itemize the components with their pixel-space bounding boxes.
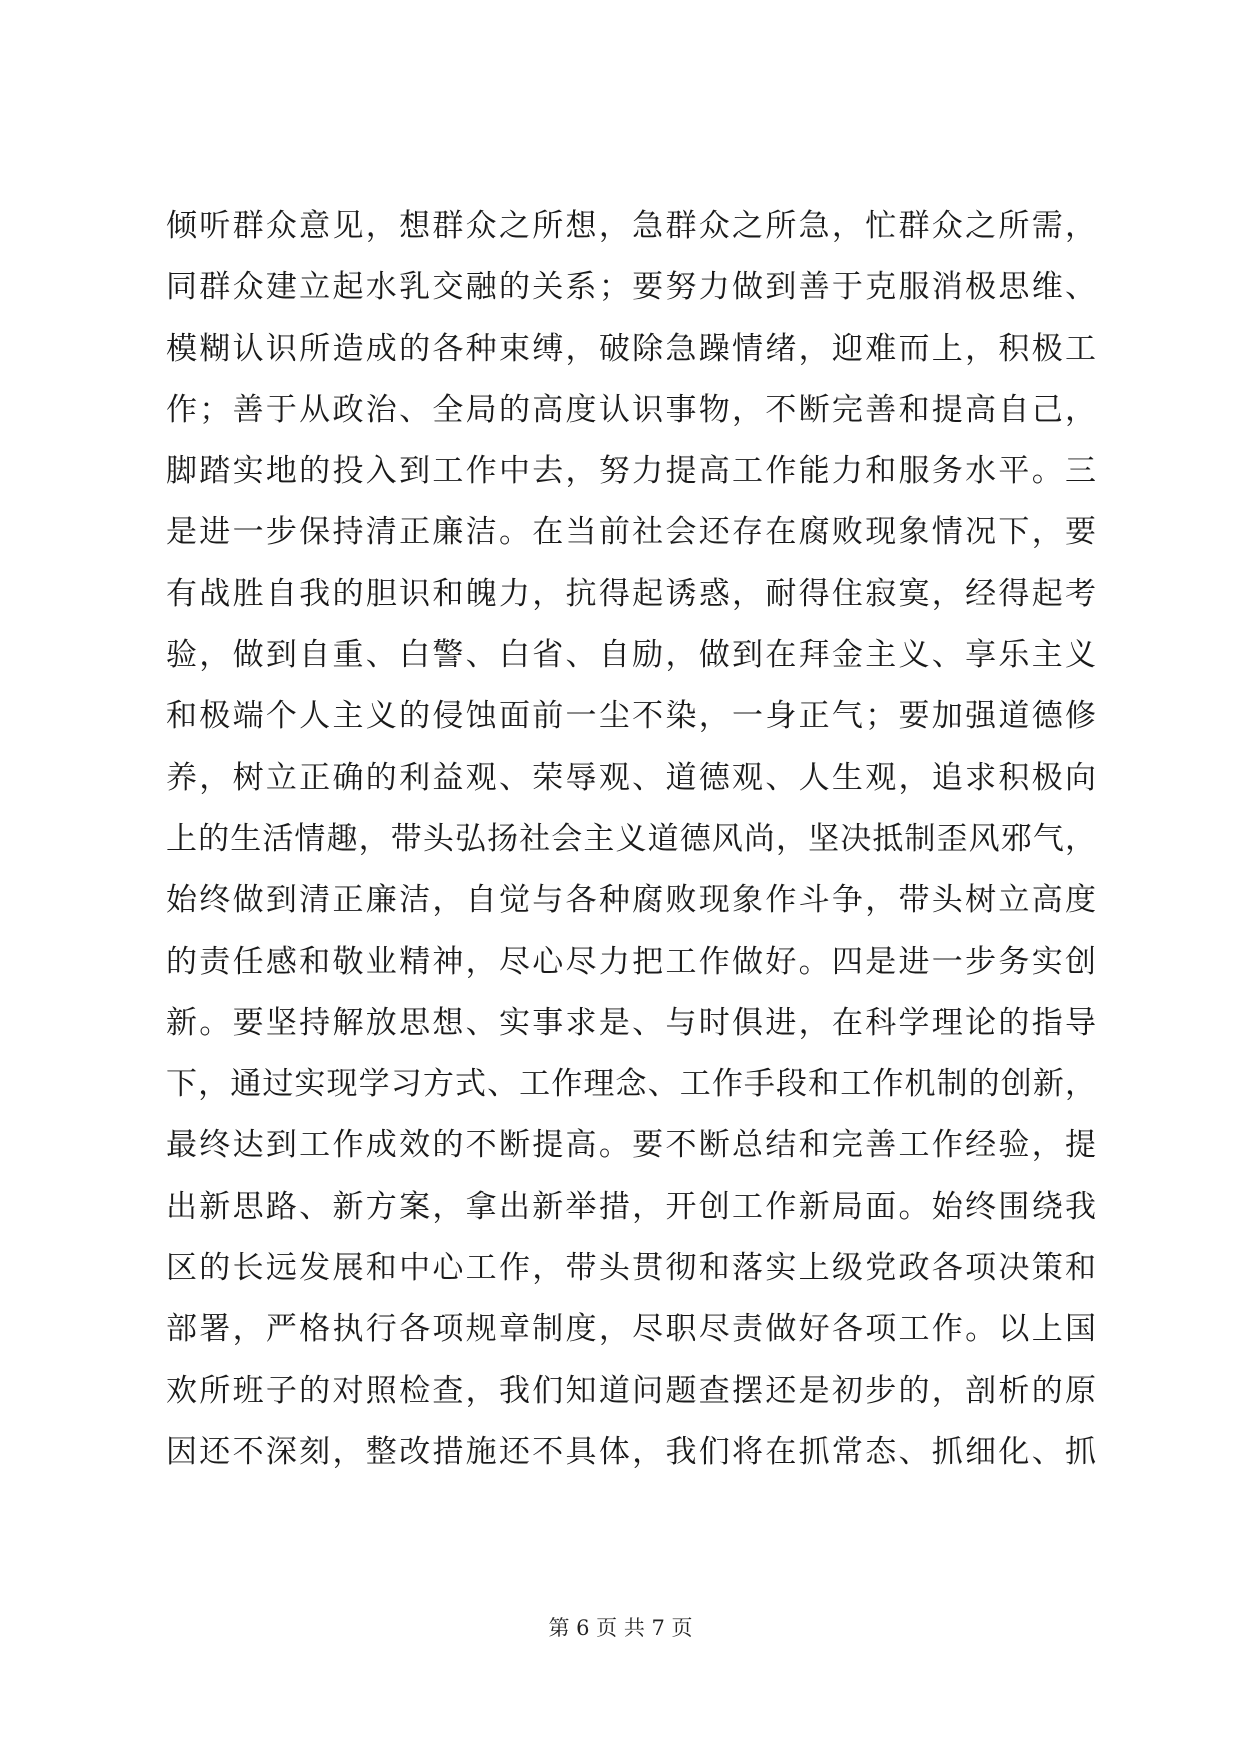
text-line: 脚踏实地的投入到工作中去，努力提高工作能力和服务水平。三	[166, 453, 1096, 490]
text-line: 最终达到工作成效的不断提高。要不断总结和完善工作经验，提	[166, 1127, 1096, 1164]
text-line: 新。要坚持解放思想、实事求是、与时俱进，在科学理论的指导	[166, 1004, 1096, 1041]
text-line: 作；善于从政治、全局的高度认识事物，不断完善和提高自己，	[166, 391, 1096, 428]
text-line: 因还不深刻，整改措施还不具体，我们将在抓常态、抓细化、抓	[166, 1433, 1096, 1470]
text-line: 下，通过实现学习方式、工作理念、工作手段和工作机制的创新，	[166, 1066, 1096, 1103]
text-line: 养，树立正确的利益观、荣辱观、道德观、人生观，追求积极向	[166, 759, 1096, 796]
text-line: 上的生活情趣，带头弘扬社会主义道德风尚，坚决抵制歪风邪气，	[166, 820, 1096, 857]
text-line: 验，做到自重、白警、白省、自励，做到在拜金主义、享乐主义	[166, 637, 1096, 674]
text-line: 和极端个人主义的侵蚀面前一尘不染，一身正气；要加强道德修	[166, 698, 1096, 735]
text-line: 出新思路、新方案，拿出新举措，开创工作新局面。始终围绕我	[166, 1188, 1096, 1225]
text-line: 的责任感和敬业精神，尽心尽力把工作做好。四是进一步务实创	[166, 943, 1096, 980]
text-line: 倾听群众意见，想群众之所想，急群众之所急，忙群众之所需，	[166, 208, 1096, 244]
text-line: 是进一步保持清正廉洁。在当前社会还存在腐败现象情况下，要	[166, 514, 1096, 551]
page-number-label: 第 6 页 共 7 页	[548, 1616, 693, 1640]
text-line: 有战胜自我的胆识和魄力，抗得起诱惑，耐得住寂寞，经得起考	[166, 575, 1096, 612]
text-line: 始终做到清正廉洁，自觉与各种腐败现象作斗争，带头树立高度	[166, 882, 1096, 919]
text-line: 模糊认识所造成的各种束缚，破除急躁情绪，迎难而上，积极工	[166, 330, 1096, 367]
text-line: 区的长远发展和中心工作，带头贯彻和落实上级党政各项决策和	[166, 1250, 1096, 1287]
text-line: 同群众建立起水乳交融的关系；要努力做到善于克服消极思维、	[166, 269, 1096, 306]
text-line: 欢所班子的对照检查，我们知道问题查摆还是初步的，剖析的原	[166, 1372, 1096, 1409]
text-line: 部署，严格执行各项规章制度，尽职尽责做好各项工作。以上国	[166, 1311, 1096, 1348]
body-text	[166, 196, 1096, 1483]
page-footer	[0, 1613, 1241, 1643]
